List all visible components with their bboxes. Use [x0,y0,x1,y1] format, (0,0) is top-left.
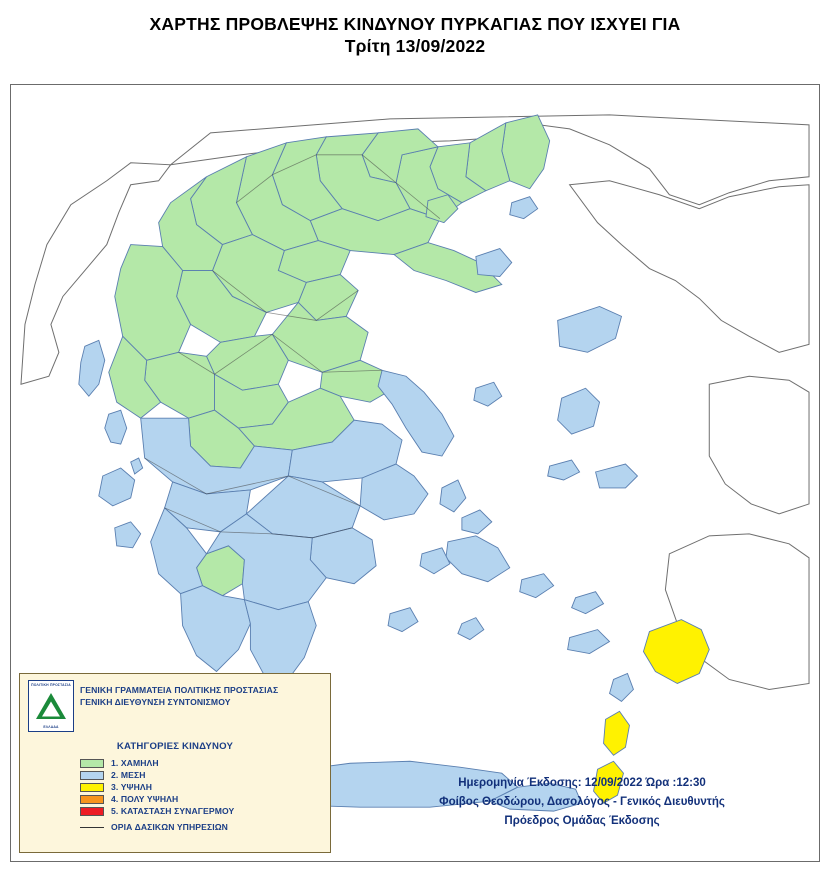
legend-item [80,782,322,792]
issue-datetime: Ημερομηνία Έκδοσης: 12/09/2022 Ώρα :12:30 [458,777,706,790]
legend-item-boundary [80,822,322,832]
title-line-1: ΧΑΡΤΗΣ ΠΡΟΒΛΕΨΗΣ ΚΙΝΔΥΝΟΥ ΠΥΡΚΑΓΙΑΣ ΠΟΥ ΙΣΧΥΕΙ ΓΙΑ [149,14,681,34]
region-samos [596,464,638,488]
region-ithaki [131,458,143,474]
page-title [0,0,830,64]
organization-line-1: ΓΕΝΙΚΗ ΓΡΑΜΜΑΤΕΙΑ ΠΟΛΙΤΙΚΗΣ ΠΡΟΣΤΑΣΙΑΣ [80,685,279,695]
author-name: Φοίβος Θεοδώρου, Δασολόγος - Γενικός Διευθυντής [439,796,725,809]
region-andros [440,480,466,512]
legend-items [28,758,322,832]
region-lefkada [105,410,127,444]
legend-label-1: 1. ΧΑΜΗΛΗ [111,758,159,768]
legend-item [80,794,322,804]
legend-label-boundary: ΟΡΙΑ ΔΑΣΙΚΩΝ ΥΠΗΡΕΣΙΩΝ [111,822,228,832]
legend-item [80,770,322,780]
legend-label-5: 5. ΚΑΤΑΣΤΑΣΗ ΣΥΝΑΓΕΡΜΟΥ [111,806,235,816]
legend-item [80,758,322,768]
organization-name [80,680,278,709]
boundary-line-icon [80,827,104,828]
region-karpathos-north [610,673,634,701]
credits-block [367,774,797,831]
region-paros [420,548,450,574]
legend-swatch-4 [80,795,104,804]
region-kalymnos [572,592,604,614]
region-zakynthos [115,522,141,548]
region-kefalonia [99,468,135,506]
region-skyros [474,382,502,406]
civil-protection-logo-icon [28,680,74,732]
region-santorini [458,618,484,640]
region-arta [145,352,215,418]
legend-label-3: 3. ΥΨΗΛΗ [111,782,153,792]
title-line-2: Τρίτη 13/09/2022 [344,35,486,56]
region-kerkyra [79,340,105,396]
logo-triangle-inner-icon [42,702,60,717]
region-syros-naxos [446,536,510,582]
logo-ring-top-text: ΠΟΛΙΤΙΚΗ ΠΡΟΣΤΑΣΙΑ [31,683,71,687]
region-messinia [181,586,251,672]
organization-line-2: ΓΕΝΙΚΗ ΔΙΕΥΘΥΝΣΗ ΣΥΝΤΟΝΙΣΜΟΥ [80,697,231,708]
legend-title: ΚΑΤΗΓΟΡΙΕΣ ΚΙΝΔΥΝΟΥ [116,741,234,752]
legend-swatch-3 [80,783,104,792]
logo-ring-bottom-text: ΕΛΛΑΔΑ [43,725,59,729]
region-karpathos [604,711,630,755]
author-role: Πρόεδρος Ομάδας Έκδοσης [504,815,660,828]
region-limnos [476,249,512,277]
legend-label-4: 4. ΠΟΛΥ ΥΨΗΛΗ [111,794,179,804]
neighbor-turkey-south [709,376,809,514]
region-lesvos [558,306,622,352]
region-amorgos [520,574,554,598]
legend-panel [19,673,331,853]
region-samothraki [510,197,538,219]
region-ikaria [548,460,580,480]
region-tinos-mykonos [462,510,492,534]
legend-swatch-2 [80,771,104,780]
region-rodos [643,620,709,684]
legend-label-2: 2. ΜΕΣΗ [111,770,146,780]
legend-header [28,680,322,732]
region-milos [388,608,418,632]
region-kos [568,630,610,654]
region-chios [558,388,600,434]
legend-swatch-5 [80,807,104,816]
legend-swatch-1 [80,759,104,768]
legend-item [80,806,322,816]
map-frame [10,84,820,862]
